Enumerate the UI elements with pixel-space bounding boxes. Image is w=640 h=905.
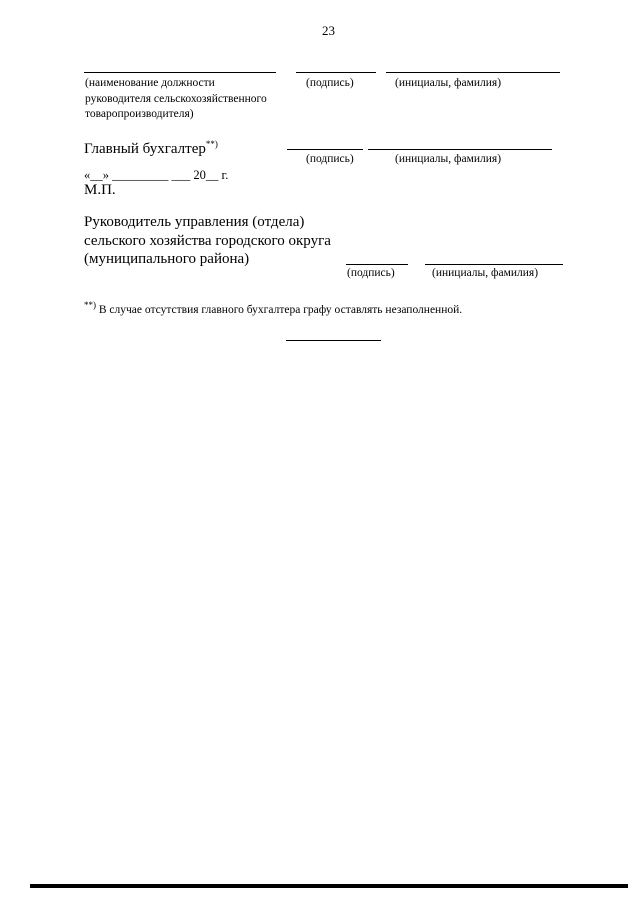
- footnote-mark: **): [205, 139, 218, 149]
- page-number: 23: [322, 23, 335, 38]
- dept-signature-line: [346, 264, 408, 265]
- chief-signature-caption: (подпись): [306, 153, 354, 165]
- chief-name-line: [368, 149, 552, 150]
- signature-line: [296, 72, 376, 73]
- chief-accountant-label: [84, 135, 218, 158]
- chief-name-caption: (инициалы, фамилия): [395, 153, 502, 165]
- name-caption: (инициалы, фамилия): [395, 77, 502, 89]
- dept-signature-caption: (подпись): [347, 267, 395, 279]
- footnote: [84, 298, 462, 318]
- scan-edge-bar: [30, 884, 628, 888]
- signature-caption: (подпись): [306, 77, 354, 89]
- department-head-line-2: сельского хозяйства городского округа: [84, 233, 331, 249]
- name-line: [386, 72, 560, 73]
- dept-name-caption: (инициалы, фамилия): [432, 267, 539, 279]
- position-caption-line-2: руководителя сельскохозяйственного: [85, 93, 267, 105]
- seal-mark: М.П.: [84, 182, 116, 198]
- end-separator: [286, 340, 381, 341]
- department-head-line-1: Руководитель управления (отдела): [84, 214, 305, 230]
- date-line: «__» _________ ___ 20__ г.: [84, 168, 229, 182]
- position-line: [84, 72, 276, 73]
- dept-name-line: [425, 264, 563, 265]
- footnote-text: В случае отсутствия главного бухгалтера графу оставлять незаполненной.: [98, 304, 463, 316]
- department-head-line-3: (муниципального района): [84, 251, 250, 267]
- footnote-mark-2: **): [84, 300, 96, 310]
- position-caption-line-1: (наименование должности: [85, 77, 215, 89]
- chief-signature-line: [287, 149, 363, 150]
- position-caption-line-3: товаропроизводителя): [85, 108, 194, 120]
- chief-accountant-text: Главный бухгалтер: [84, 141, 206, 157]
